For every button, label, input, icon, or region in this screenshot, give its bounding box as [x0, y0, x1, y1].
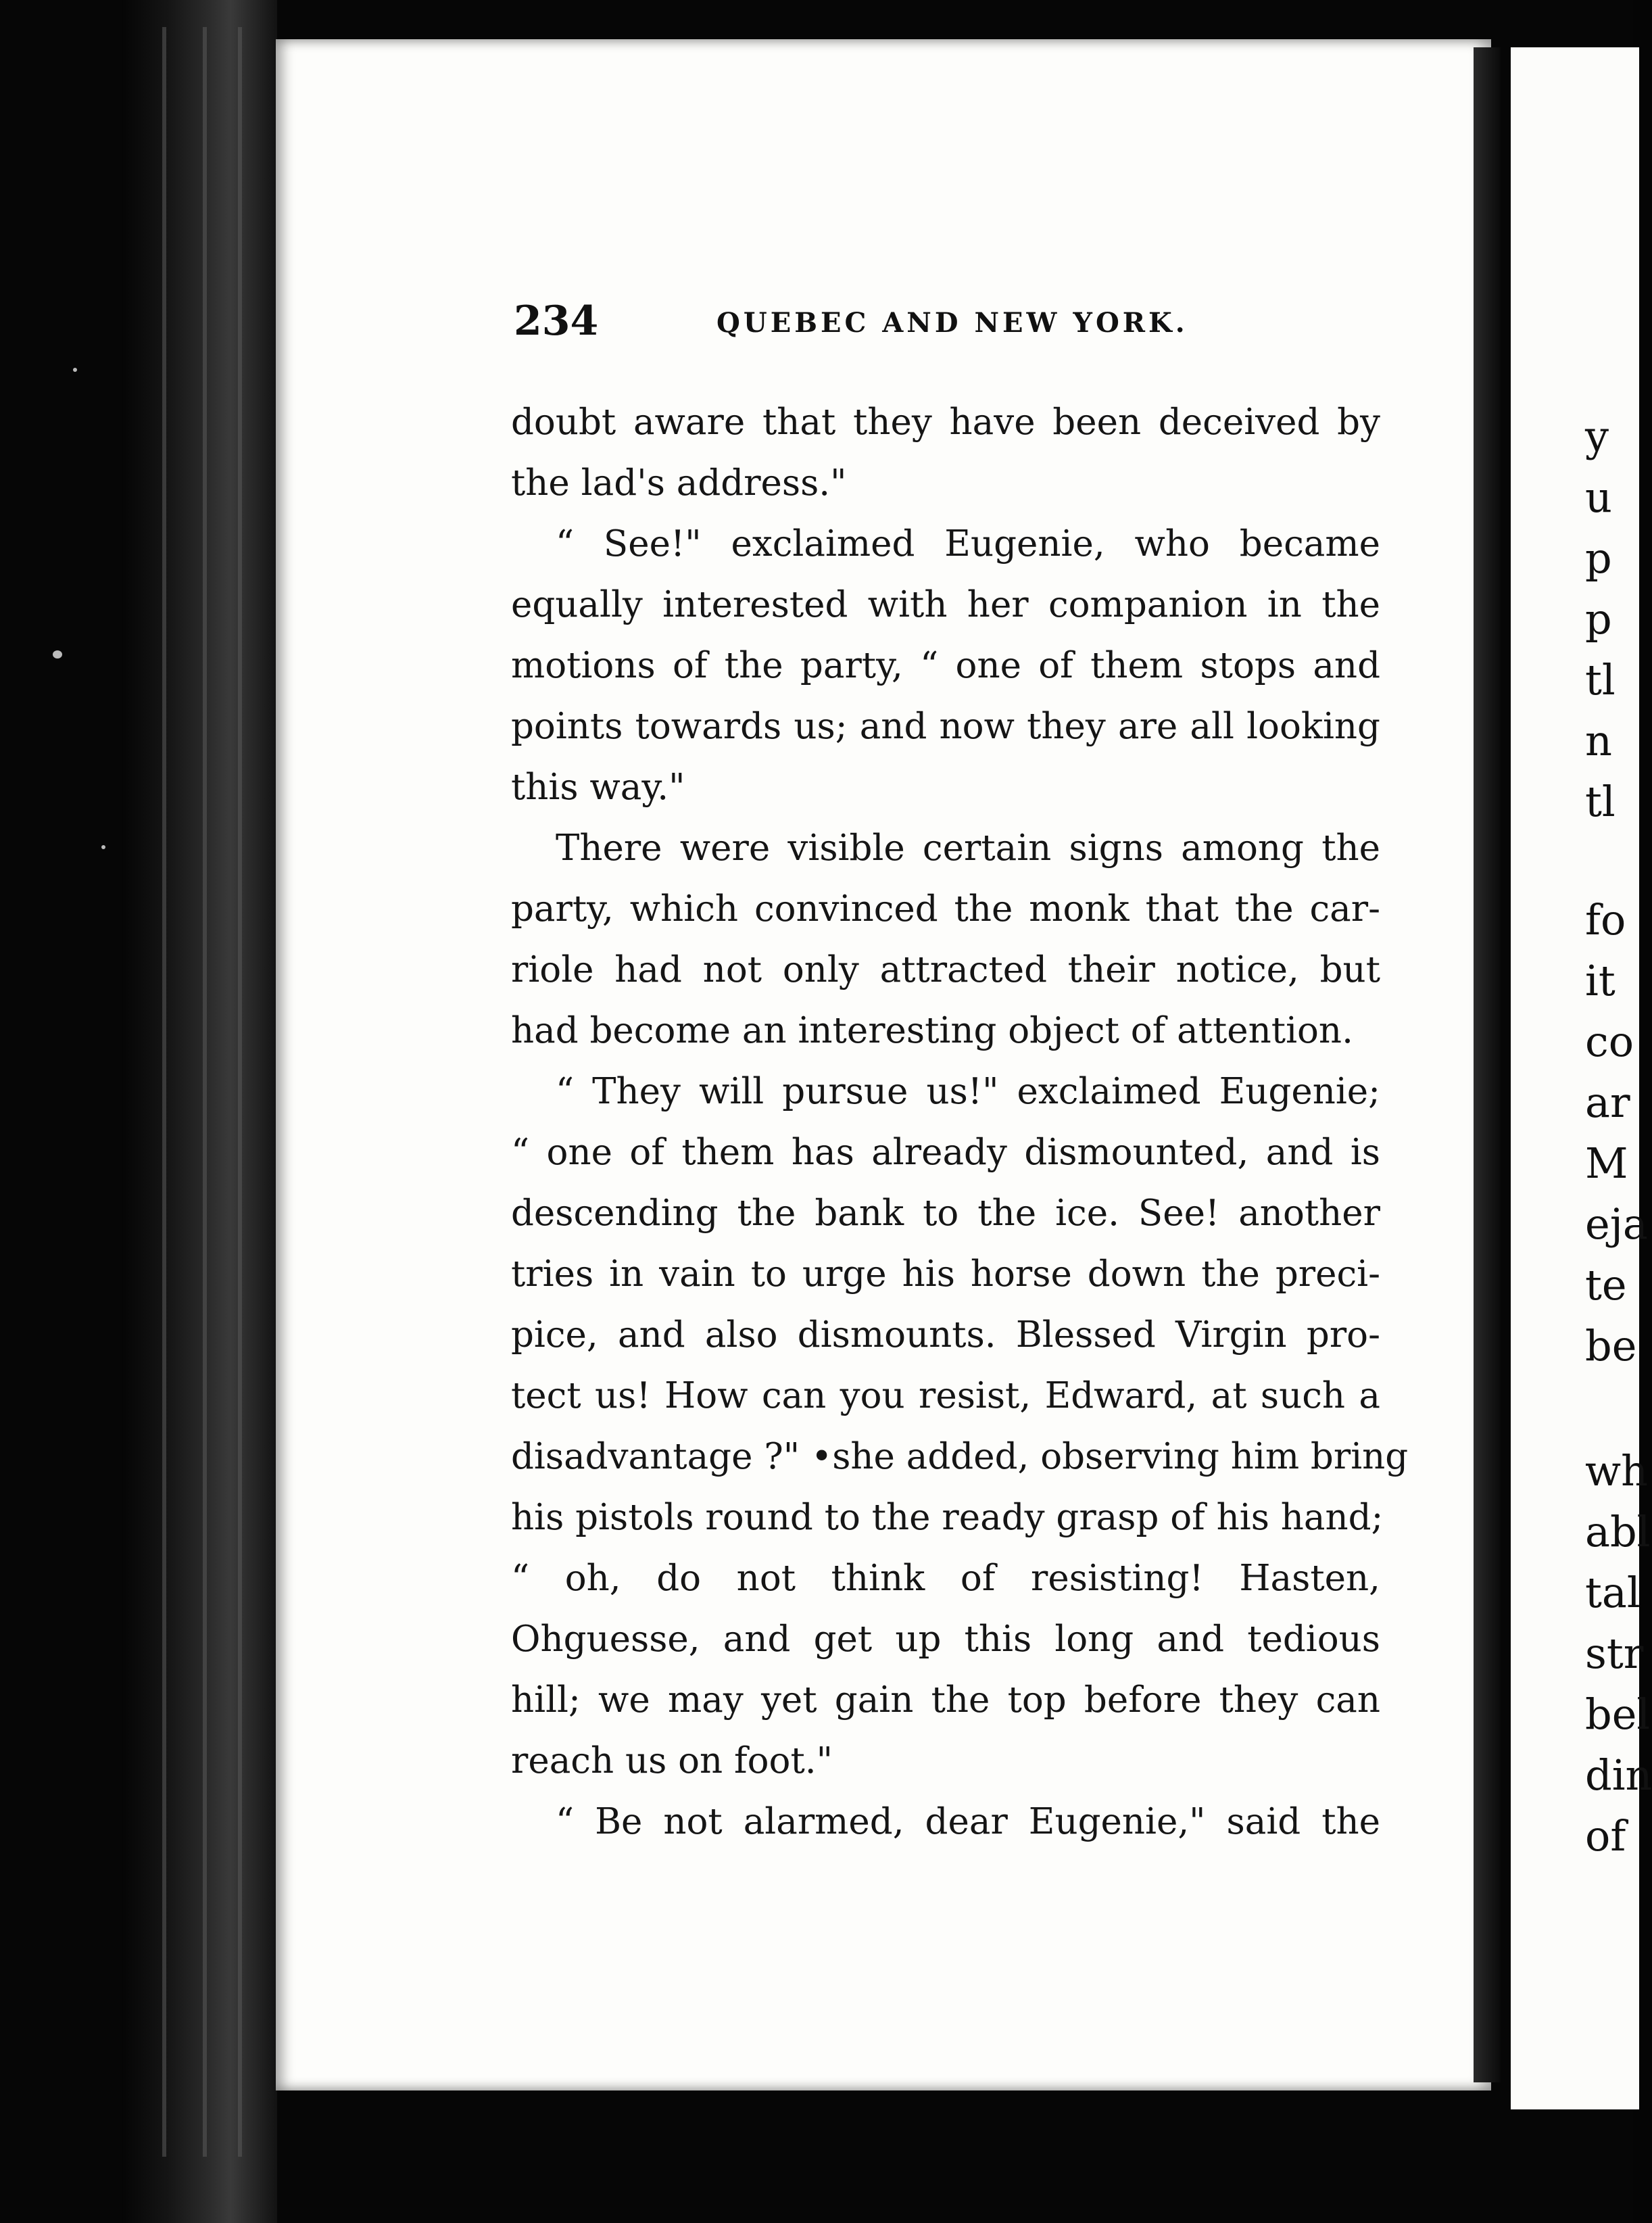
text-line: riole had not only attracted their notice, but: [511, 949, 1380, 990]
text-line: descending the bank to the ice. See! another: [511, 1193, 1380, 1234]
text-line: “ See!" exclaimed Eugenie, who became: [556, 523, 1380, 565]
facing-text-fragment: be: [1585, 1321, 1637, 1370]
facing-text-fragment: co: [1585, 1017, 1634, 1066]
text-line: “ oh, do not think of resisting! Hasten,: [511, 1558, 1380, 1599]
facing-text-fragment: abl: [1585, 1507, 1651, 1556]
scan-speck: [53, 650, 62, 659]
text-line: “ They will pursue us!" exclaimed Eugenie;: [556, 1071, 1380, 1112]
facing-text-fragment: eja: [1585, 1199, 1648, 1249]
page-number: 234: [514, 297, 599, 345]
facing-text-fragment: y: [1585, 412, 1609, 461]
book-binding: [122, 0, 277, 2223]
text-line: motions of the party, “ one of them stops and: [511, 645, 1380, 686]
facing-text-fragment: p: [1585, 533, 1612, 583]
text-line: the lad's address.": [511, 462, 847, 504]
text-line: his pistols round to the ready grasp of his hand;: [511, 1497, 1384, 1538]
text-line: There were visible certain signs among the: [556, 828, 1380, 869]
facing-text-fragment: M: [1585, 1139, 1628, 1188]
binding-edge-line: [238, 27, 242, 2157]
text-line: disadvantage ?" •she added, observing him bring: [511, 1436, 1409, 1477]
facing-text-fragment: p: [1585, 594, 1612, 644]
facing-text-fragment: tal: [1585, 1568, 1641, 1617]
text-line: tries in vain to urge his horse down the preci-: [511, 1253, 1380, 1295]
running-title: QUEBEC AND NEW YORK.: [716, 307, 1188, 339]
scan-speck: [101, 845, 105, 849]
facing-page: [1511, 47, 1652, 2109]
running-head: [514, 297, 1380, 352]
text-line: tect us! How can you resist, Edward, at such a: [511, 1375, 1380, 1416]
facing-text-fragment: tl: [1585, 777, 1615, 826]
text-line: hill; we may yet gain the top before they can: [511, 1679, 1380, 1721]
text-line: pice, and also dismounts. Blessed Virgin pro-: [511, 1314, 1380, 1356]
facing-text-fragment: ar: [1585, 1078, 1630, 1127]
binding-edge-line: [203, 27, 207, 2157]
facing-text-fragment: fo: [1585, 895, 1626, 945]
facing-text-fragment: it: [1585, 956, 1615, 1005]
scan-speck: [73, 368, 77, 372]
text-line: party, which convinced the monk that the car-: [511, 888, 1380, 930]
text-line: reach us on foot.": [511, 1740, 833, 1782]
text-line: equally interested with her companion in the: [511, 584, 1380, 625]
facing-text-fragment: tl: [1585, 655, 1615, 704]
facing-text-fragment: of: [1585, 1811, 1626, 1861]
facing-text-fragment: din: [1585, 1750, 1652, 1800]
text-line: “ one of them has already dismounted, and is: [511, 1132, 1380, 1173]
body-text: [511, 396, 1409, 1842]
facing-text-fragment: wh: [1585, 1446, 1648, 1496]
text-line: this way.": [511, 767, 685, 808]
text-line: points towards us; and now they are all looking: [511, 706, 1380, 747]
text-line: had become an interesting object of attention.: [511, 1010, 1353, 1051]
facing-text-fragment: n: [1585, 716, 1612, 765]
text-line: Ohguesse, and get up this long and tedious: [511, 1619, 1380, 1660]
binding-edge-line: [162, 27, 166, 2157]
facing-text-fragment: u: [1585, 473, 1612, 522]
text-line: doubt aware that they have been deceived by: [511, 402, 1380, 443]
facing-text-fragment: te: [1585, 1260, 1627, 1310]
facing-text-fragment: bel: [1585, 1690, 1651, 1739]
page-gutter: [1474, 47, 1501, 2082]
facing-text-fragment: str: [1585, 1629, 1644, 1678]
text-line: “ Be not alarmed, dear Eugenie," said the: [556, 1801, 1380, 1842]
